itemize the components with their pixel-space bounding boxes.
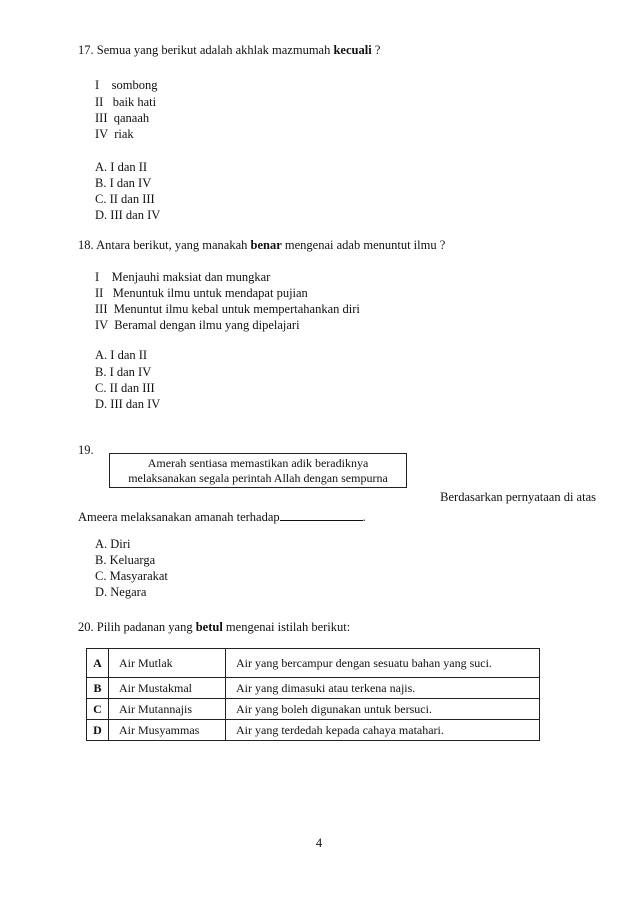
question-text: Semua yang berikut adalah akhlak mazmumah	[96, 43, 331, 57]
answer-blank	[280, 508, 363, 521]
q17-item: I sombong	[95, 78, 158, 92]
row-key: C	[87, 699, 109, 720]
row-description: Air yang boleh digunakan untuk bersuci.	[226, 699, 540, 720]
statement-line: melaksanakan segala perintah Allah dengan sempurna	[128, 471, 388, 485]
question-text: mengenai istilah berikut:	[225, 620, 351, 634]
question-number: 19.	[78, 443, 94, 457]
question-mark: ?	[374, 43, 381, 57]
question-18-stem	[78, 238, 445, 253]
row-term: Air Mustakmal	[109, 678, 226, 699]
question-text: Pilih padanan yang	[96, 620, 193, 634]
statement-box	[109, 453, 407, 488]
question-number: 17.	[78, 43, 94, 57]
page-number: 4	[315, 836, 323, 850]
question-keyword: kecuali	[333, 43, 372, 57]
table-row	[87, 720, 540, 741]
row-key: B	[87, 678, 109, 699]
question-text: mengenai adab menuntut ilmu ?	[284, 238, 446, 252]
question-19-text: Berdasarkan pernyataan di atas	[440, 490, 596, 504]
question-number: 18.	[78, 238, 94, 252]
question-19-blank-line	[78, 508, 366, 525]
question-keyword: betul	[195, 620, 223, 634]
question-20-stem	[78, 620, 350, 635]
row-term: Air Musyammas	[109, 720, 226, 741]
q17-choice: A. I dan II	[95, 160, 148, 174]
row-description: Air yang bercampur dengan sesuatu bahan yang suci.	[226, 649, 540, 678]
q18-choice: D. III dan IV	[95, 397, 161, 411]
q19-choice: B. Keluarga	[95, 553, 156, 567]
table-row	[87, 699, 540, 720]
row-term: Air Mutlak	[109, 649, 226, 678]
q18-item: IV Beramal dengan ilmu yang dipelajari	[95, 318, 300, 332]
q19-choice: D. Negara	[95, 585, 147, 599]
q17-choice: D. III dan IV	[95, 208, 161, 222]
row-description: Air yang terdedah kepada cahaya matahari.	[226, 720, 540, 741]
q17-item: IV riak	[95, 127, 134, 141]
row-description: Air yang dimasuki atau terkena najis.	[226, 678, 540, 699]
question-number: 20.	[78, 620, 94, 634]
row-key: A	[87, 649, 109, 678]
row-term: Air Mutannajis	[109, 699, 226, 720]
q18-choice: A. I dan II	[95, 348, 148, 362]
q17-item: II baik hati	[95, 95, 157, 109]
question-text: Antara berikut, yang manakah	[96, 238, 248, 252]
question-keyword: benar	[250, 238, 282, 252]
q18-item: I Menjauhi maksiat dan mungkar	[95, 270, 271, 284]
q18-choice: C. II dan III	[95, 381, 155, 395]
sentence-end: .	[362, 510, 366, 524]
table-row	[87, 649, 540, 678]
question-17-stem	[78, 43, 380, 58]
q17-choice: C. II dan III	[95, 192, 155, 206]
row-key: D	[87, 720, 109, 741]
question-text: Ameera melaksanakan amanah terhadap	[78, 510, 280, 524]
q19-choice: C. Masyarakat	[95, 569, 168, 583]
statement-line: Amerah sentiasa memastikan adik beradiknya	[147, 456, 369, 470]
q17-item: III qanaah	[95, 111, 150, 125]
q17-choice: B. I dan IV	[95, 176, 152, 190]
table-row	[87, 678, 540, 699]
q18-choice: B. I dan IV	[95, 365, 152, 379]
q19-choice: A. Diri	[95, 537, 131, 551]
q18-item: II Menuntuk ilmu untuk mendapat pujian	[95, 286, 308, 300]
matching-table	[86, 648, 540, 741]
q18-item: III Menuntut ilmu kebal untuk mempertahankan diri	[95, 302, 360, 316]
